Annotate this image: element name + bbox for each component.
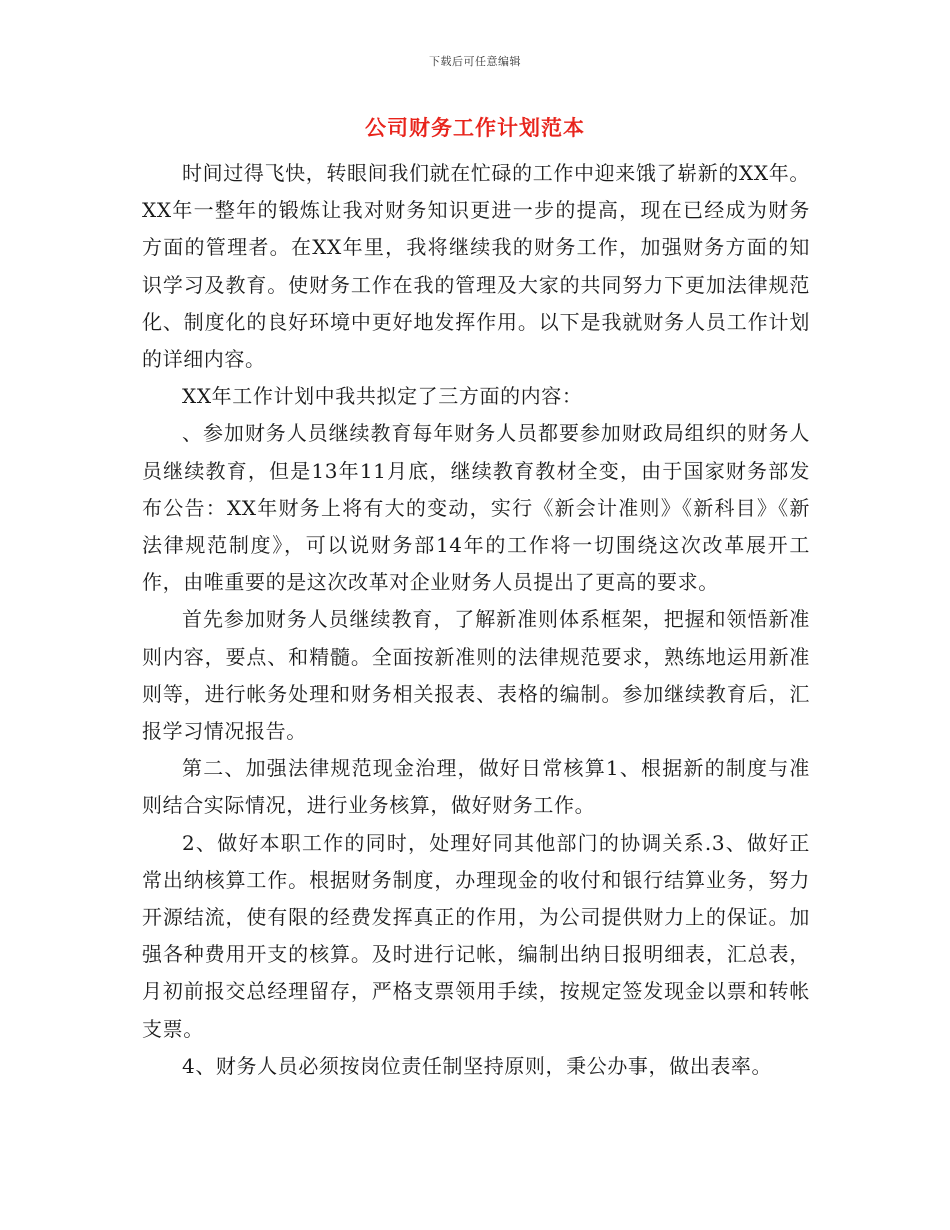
paragraph-cash-management: 第二、加强法律规范现金治理，做好日常核算1、根据新的制度与准则结合实际情况，进行业务核算，做好财务工作。 <box>142 756 810 818</box>
paragraph-cashier-work: 2、做好本职工作的同时，处理好同其他部门的协调关系.3、做好正常出纳核算工作。根据财务制度，办理现金的收付和银行结算业务，努力开源结流，使有限的经费发挥真正的作用，为公司提供财力上的保证。加强各种费用开支的核算。及时进行记帐，编制出纳日报明细表，汇总表，月初前报交总经理留存，严格支票领用手续，按规定签发现金以票和转帐支票。 <box>142 830 810 1041</box>
header-note: 下载后可任意编辑 <box>429 55 521 68</box>
paragraph-plan-overview: XX年工作计划中我共拟定了三方面的内容： <box>182 384 583 409</box>
paragraph-new-standards: 首先参加财务人员继续教育，了解新准则体系框架，把握和领悟新准则内容，要点、和精髓。全面按新准则的法律规范要求，熟练地运用新准则等，进行帐务处理和财务相关报表、表格的编制。参加继续教育后，汇报学习情况报告。 <box>142 607 810 744</box>
paragraph-responsibility: 4、财务人员必须按岗位责任制坚持原则，秉公办事，做出表率。 <box>182 1053 773 1078</box>
paragraph-intro: 时间过得飞快，转眼间我们就在忙碌的工作中迎来饿了崭新的XX年。XX年一整年的锻炼让我对财务知识更进一步的提高，现在已经成为财务方面的管理者。在XX年里，我将继续我的财务工作，加强财务方面的知识学习及教育。使财务工作在我的管理及大家的共同努力下更加法律规范化、制度化的良好环境中更好地发挥作用。以下是我就财务人员工作计划的详细内容。 <box>142 161 810 372</box>
document-title: 公司财务工作计划范本 <box>365 115 585 140</box>
paragraph-continuing-education: 、参加财务人员继续教育每年财务人员都要参加财政局组织的财务人员继续教育，但是13年11月底，继续教育教材全变，由于国家财务部发布公告：XX年财务上将有大的变动，实行《新会计准则》《新科目》《新法律规范制度》，可以说财务部14年的工作将一切围绕这次改革展开工作，由唯重要的是这次改革对企业财务人员提出了更高的要求。 <box>142 421 810 595</box>
document-body <box>142 155 810 1085</box>
